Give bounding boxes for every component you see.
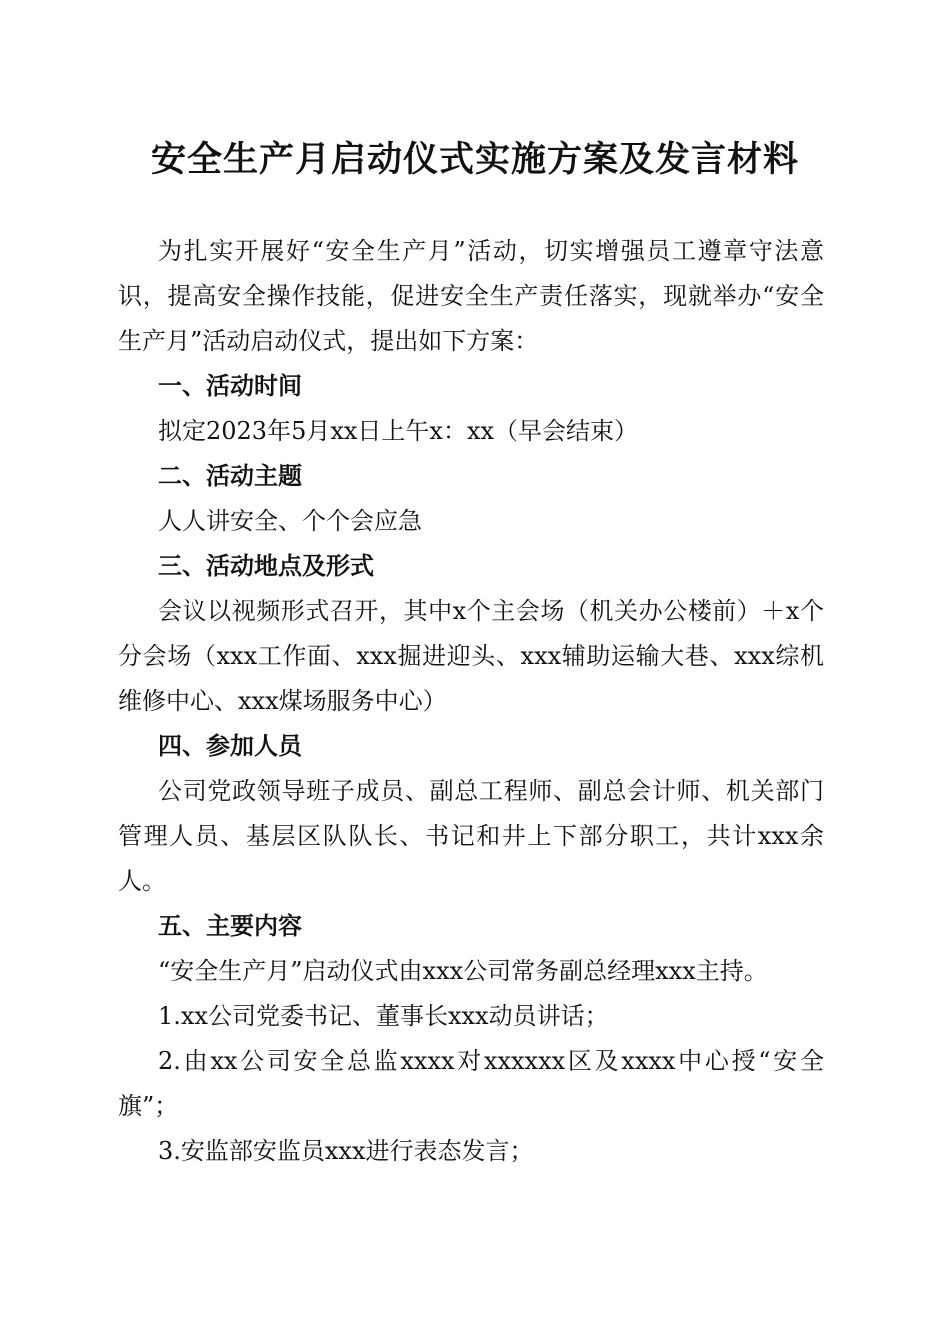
section-paragraph: “安全生产月”启动仪式由xxx公司常务副总经理xxx主持。: [158, 957, 768, 985]
section-heading-participants: 四、参加人员: [158, 732, 302, 760]
intro-paragraph: 为扎实开展好“安全生产月”活动，切实增强员工遵章守法意识，提高安全操作技能，促进安全生产责任落实，现就举办“安全生产月”活动启动仪式，提出如下方案：: [118, 237, 824, 355]
section-paragraph: 人人讲安全、个个会应急: [158, 507, 422, 535]
section-heading-location: 三、活动地点及形式: [158, 552, 374, 580]
section-heading-content: 五、主要内容: [158, 912, 302, 940]
document-title: 安全生产月启动仪式实施方案及发言材料: [150, 139, 799, 180]
section-paragraph: 拟定2023年5月xx日上午x：xx（早会结束）: [158, 417, 639, 445]
document-body: [118, 229, 824, 1174]
section-paragraph: 公司党政领导班子成员、副总工程师、副总会计师、机关部门管理人员、基层区队队长、书记和井上下部分职工，共计xxx余人。: [118, 777, 824, 895]
section-paragraph: 会议以视频形式召开，其中x个主会场（机关办公楼前）＋x个分会场（xxx工作面、xxx掘进迎头、xxx辅助运输大巷、xxx综机维修中心、xxx煤场服务中心）: [118, 597, 824, 715]
list-item: 2.由xx公司安全总监xxxx对xxxxxx区及xxxx中心授“安全旗”；: [118, 1047, 824, 1120]
section-heading-time: 一、活动时间: [158, 372, 302, 400]
section-heading-theme: 二、活动主题: [158, 462, 302, 490]
list-item: 3.安监部安监员xxx进行表态发言；: [158, 1137, 534, 1165]
list-item: 1.xx公司党委书记、董事长xxx动员讲话；: [158, 1002, 609, 1030]
